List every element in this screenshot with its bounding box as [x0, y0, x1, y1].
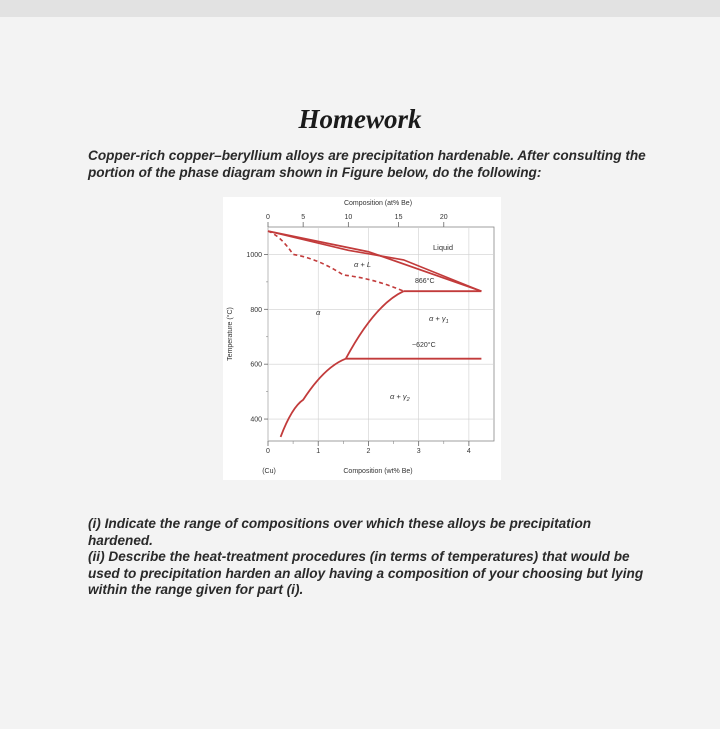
grid-lines — [268, 227, 494, 441]
phase-diagram-figure — [223, 197, 501, 480]
top-axis-title: Composition (at% Be) — [343, 200, 413, 207]
x-tick-label: 0 — [266, 448, 270, 455]
y-tick-label: 1000 — [246, 251, 262, 259]
y-tick-label: 600 — [250, 361, 262, 369]
plot-frame — [268, 227, 494, 441]
solidus-dashed-line — [268, 231, 404, 291]
top-tick-label: 5 — [301, 214, 306, 221]
x-tick-label: 3 — [416, 448, 421, 455]
x-tick-label: 2 — [366, 448, 371, 455]
liquid-region-label: Liquid — [433, 243, 454, 252]
x-axis-end-label: (Cu) — [262, 468, 276, 475]
liquidus-upper-line — [268, 231, 481, 291]
x-axis-title: Composition (wt% Be) — [343, 468, 413, 475]
liquidus-line — [268, 231, 481, 291]
phase-diagram-chart — [223, 197, 501, 480]
eutectoid-temperature-label: ~620°C — [412, 342, 436, 349]
top-tick-label: 15 — [394, 214, 403, 221]
questions-block — [88, 516, 648, 599]
alpha-gamma1-region-label: $\alpha + \gamma_1$ — [429, 314, 449, 325]
top-tick-label: 0 — [266, 214, 270, 221]
page-title: Homework — [298, 104, 422, 134]
question-one: (i) Indicate the range of compositions over which these alloys be precipitation hardened. — [88, 516, 592, 548]
top-tick-label: 10 — [344, 214, 353, 221]
x-tick-label: 1 — [316, 448, 321, 455]
intro-paragraph: Copper-rich copper–beryllium alloys are precipitation hardenable. After consulting the portion of the phase diagram shown in Figure below, do the following: — [88, 148, 646, 180]
x-tick-label: 4 — [466, 448, 471, 455]
y-tick-label: 400 — [250, 416, 262, 424]
alpha-gamma2-region-label: $\alpha + \gamma_2$ — [390, 392, 410, 403]
top-bar — [0, 0, 720, 17]
y-tick-label: 800 — [250, 306, 262, 314]
question-two: (ii) Describe the heat-treatment procedures (in terms of temperatures) that would be used to precipitation harden an alloy having a composition of your choosing but lying within the range given for part (i). — [88, 549, 644, 597]
top-tick-label: 20 — [439, 214, 448, 221]
eutectic-temperature-label: 866°C — [415, 278, 435, 285]
alpha-region-label: α — [316, 308, 321, 317]
alpha-liquid-region-label: α + L — [354, 260, 371, 269]
y-axis-title: Temperature (°C) — [227, 307, 234, 361]
